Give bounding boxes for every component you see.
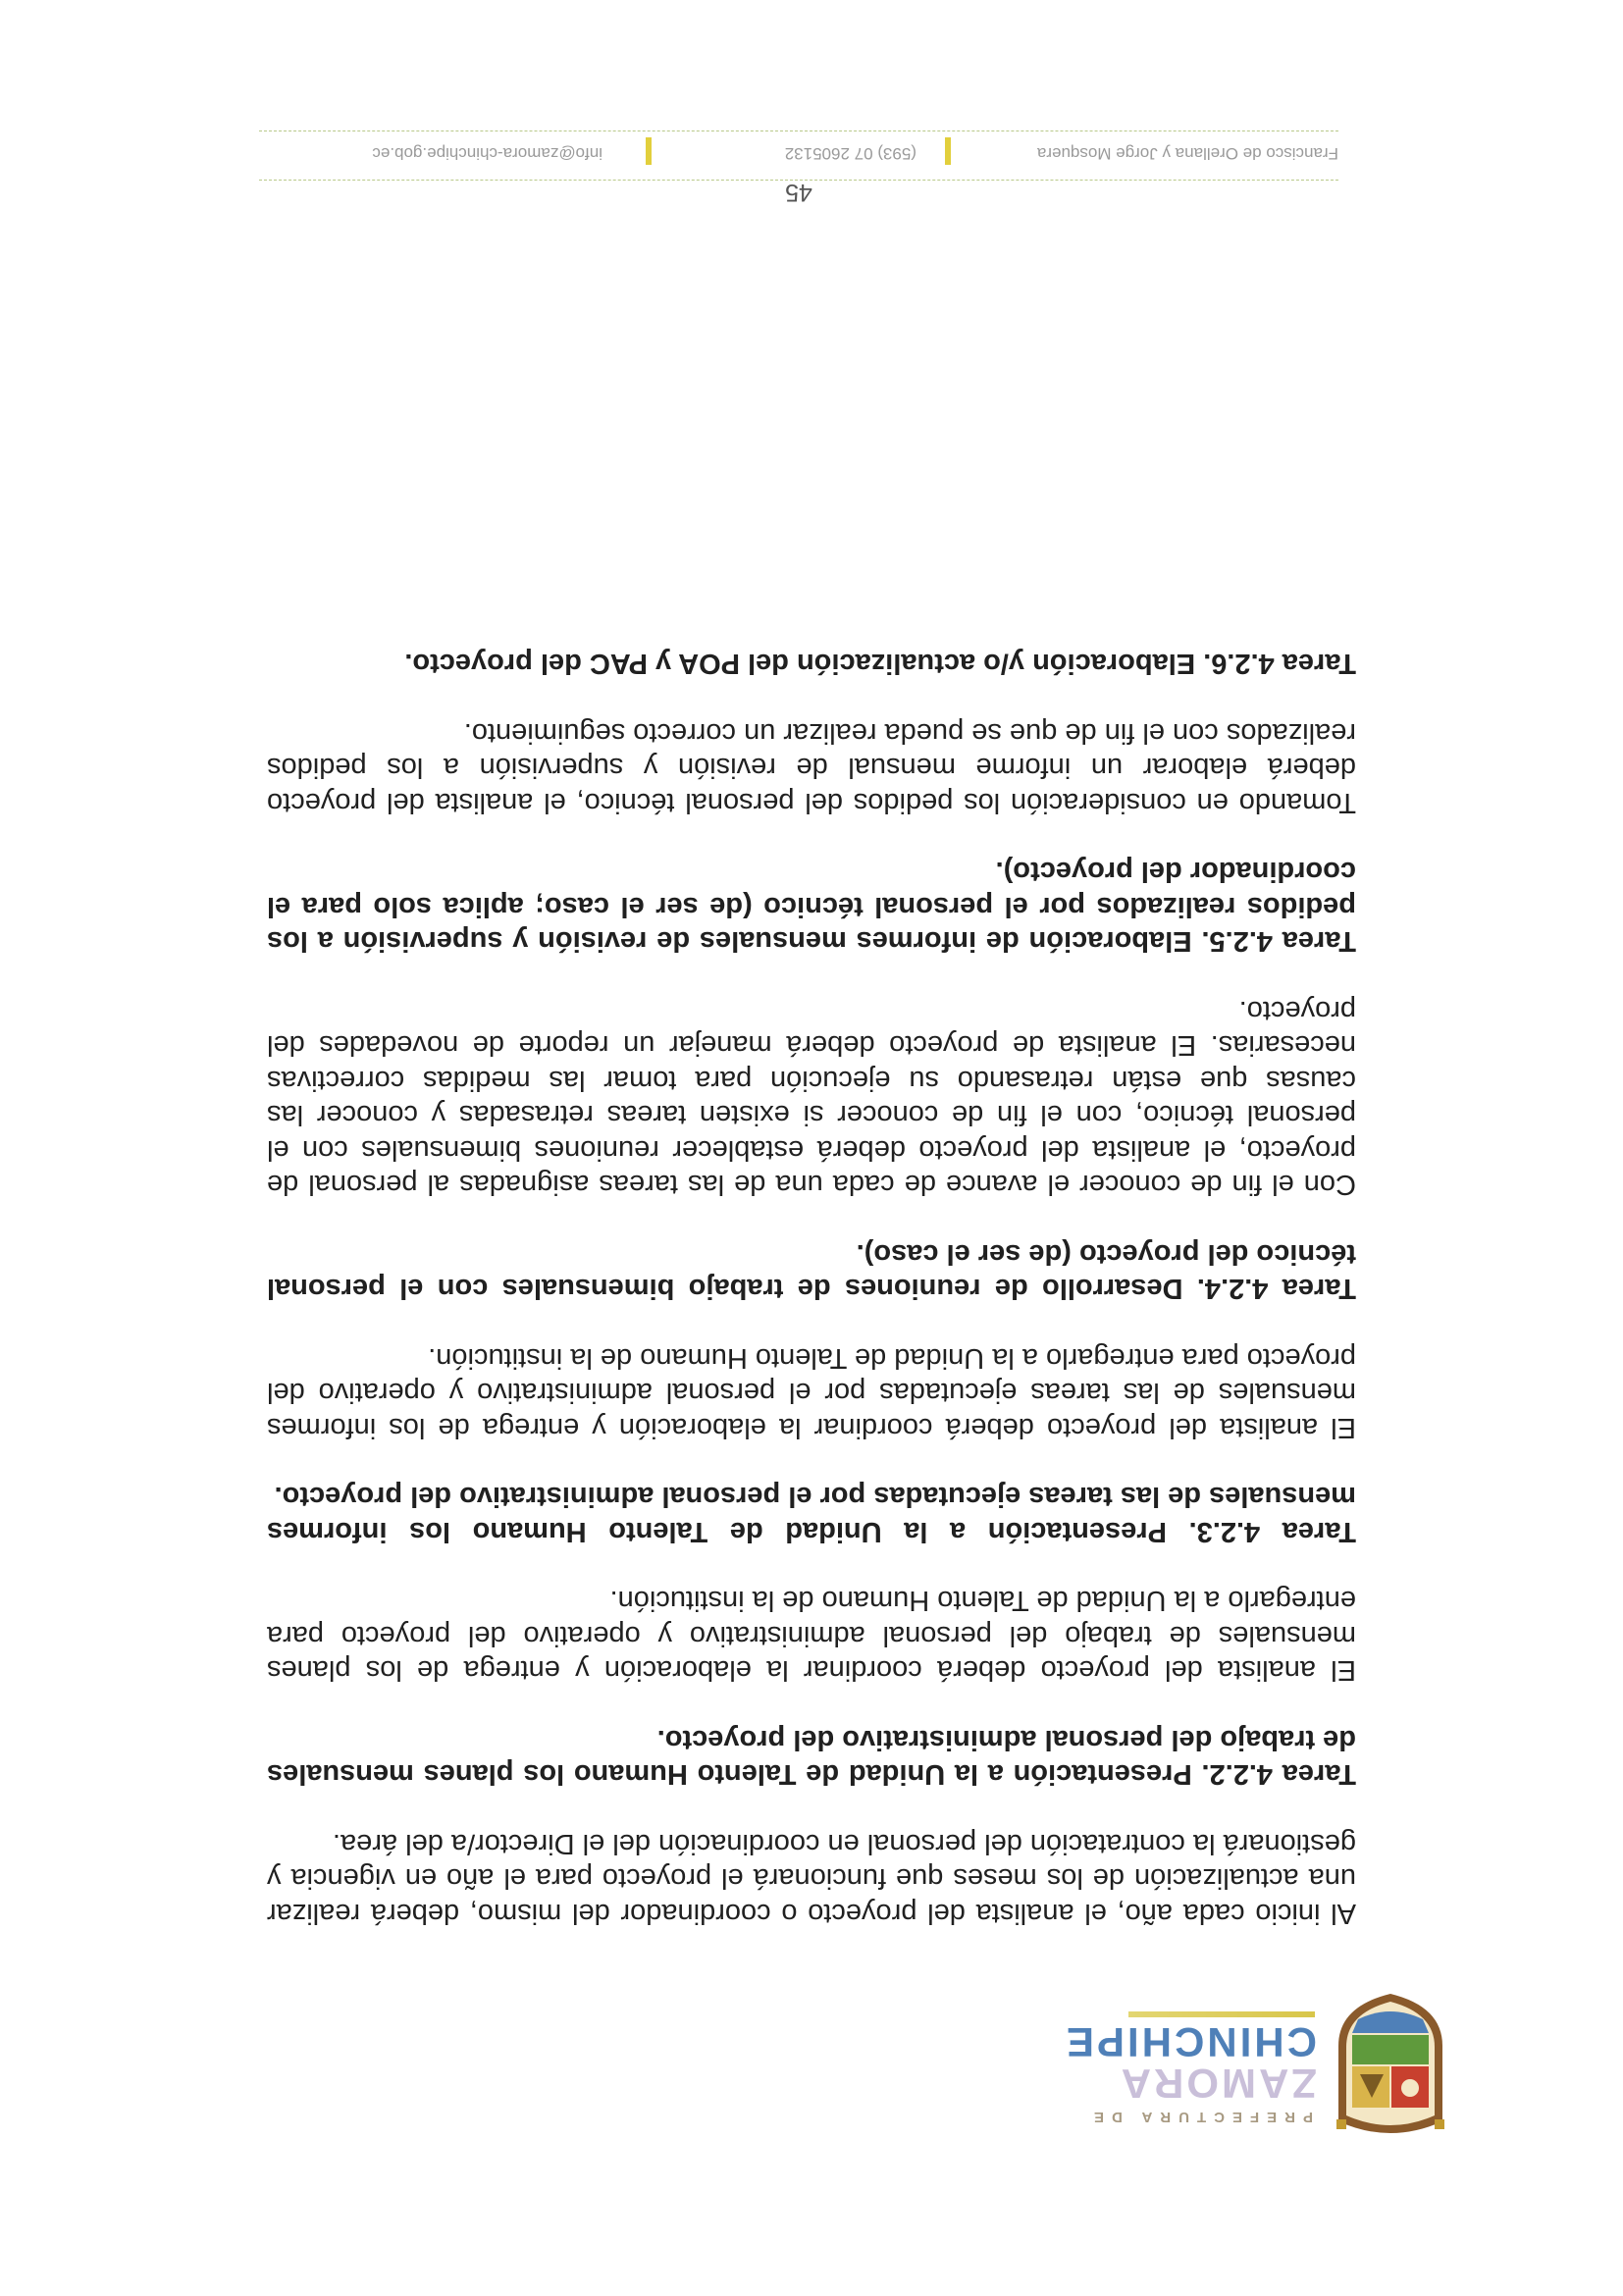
body-paragraph: Tomando en consideración los pedidos del personal técnico, el analista del proyecto deberá elaborar un informe mensual de revisión y supervisión a los pedidos realizados con el fin de que se pueda realizar un correcto seguimiento. <box>267 717 1356 818</box>
body-paragraph: Al inicio cada año, el analista del proyecto o coordinador del mismo, deberá realizar una actualización de los meses que funcionará el proyecto para el año en vigencia y gestionará la contratación del personal en coordinación del el Director/a del área. <box>267 1828 1356 1929</box>
task-heading: Tarea 4.2.2. Presentación a la Unidad de Talento Humano los planes mensuales de trabajo del personal administrativo del proyecto. <box>267 1724 1356 1791</box>
document-body <box>267 611 1356 1930</box>
task-heading: Tarea 4.2.6. Elaboración y/o actualización del POA y PAC del proyecto. <box>404 648 1356 680</box>
task-heading: Tarea 4.2.3. Presentación a la Unidad de Talento Humano los informes mensuales de las tareas ejecutadas por el personal administrativo del proyecto. <box>267 1481 1356 1547</box>
footer-divider <box>259 130 1338 131</box>
body-paragraph: El analista del proyecto deberá coordinar la elaboración y entrega de los planes mensuales de trabajo del personal administrativo y operativo del proyecto para entregarlo a la Unidad de Talento Humano de la institución. <box>267 1585 1356 1687</box>
prefecture-logo <box>952 1992 1452 2139</box>
footer-separator <box>945 137 951 165</box>
body-paragraph: El analista del proyecto deberá coordinar la elaboración y entrega de los informes mensuales de las tareas ejecutadas por el personal administrativo y operativo del proyecto para entregarlo a la Unidad de Talento Humano de la institución. <box>267 1342 1356 1443</box>
task-heading: Tarea 4.2.4. Desarrollo de reuniones de trabajo bimensuales con el personal técnico del proyecto (de ser el caso). <box>267 1238 1356 1305</box>
footer-phone: (593) 07 2605132 <box>784 144 916 163</box>
footer-separator <box>646 137 652 165</box>
logo-text-prefectura: PREFECTURA DE <box>1086 2109 1313 2125</box>
coat-of-arms-icon <box>1329 1992 1452 2139</box>
page-footer <box>259 128 1338 206</box>
footer-email: info@zamora-chinchipe.gob.ec <box>372 144 602 163</box>
page-number: 45 <box>785 179 812 206</box>
logo-underline <box>1128 2011 1315 2017</box>
task-heading: Tarea 4.2.5. Elaboración de informes mensuales de revisión y supervisión a los pedidos realizados por el personal técnico (de ser el caso; aplica solo para el coordinador del proyecto). <box>267 856 1356 958</box>
body-paragraph: Con el fin de conocer el avance de cada una de las tareas asignadas al personal de proyecto, el analista del proyecto deberá establecer reuniones bimensuales con el personal técnico, con el fin de conocer si existen tareas retrasadas y conocer las causas que están retrasando su ejecución para tomar las medidas correctivas necesarias. El analista de proyecto deberá manejar un reporte de novedades del proyecto. <box>267 995 1356 1201</box>
logo-text-chinchipe: CHINCHIPE <box>1063 2019 1317 2065</box>
logo-text-zamora: ZAMORA <box>1118 2061 1317 2107</box>
footer-divider <box>259 180 1338 181</box>
footer-address: Francisco de Orellana y Jorge Mosquera <box>1036 144 1338 163</box>
footer-contact-row <box>259 137 1338 165</box>
